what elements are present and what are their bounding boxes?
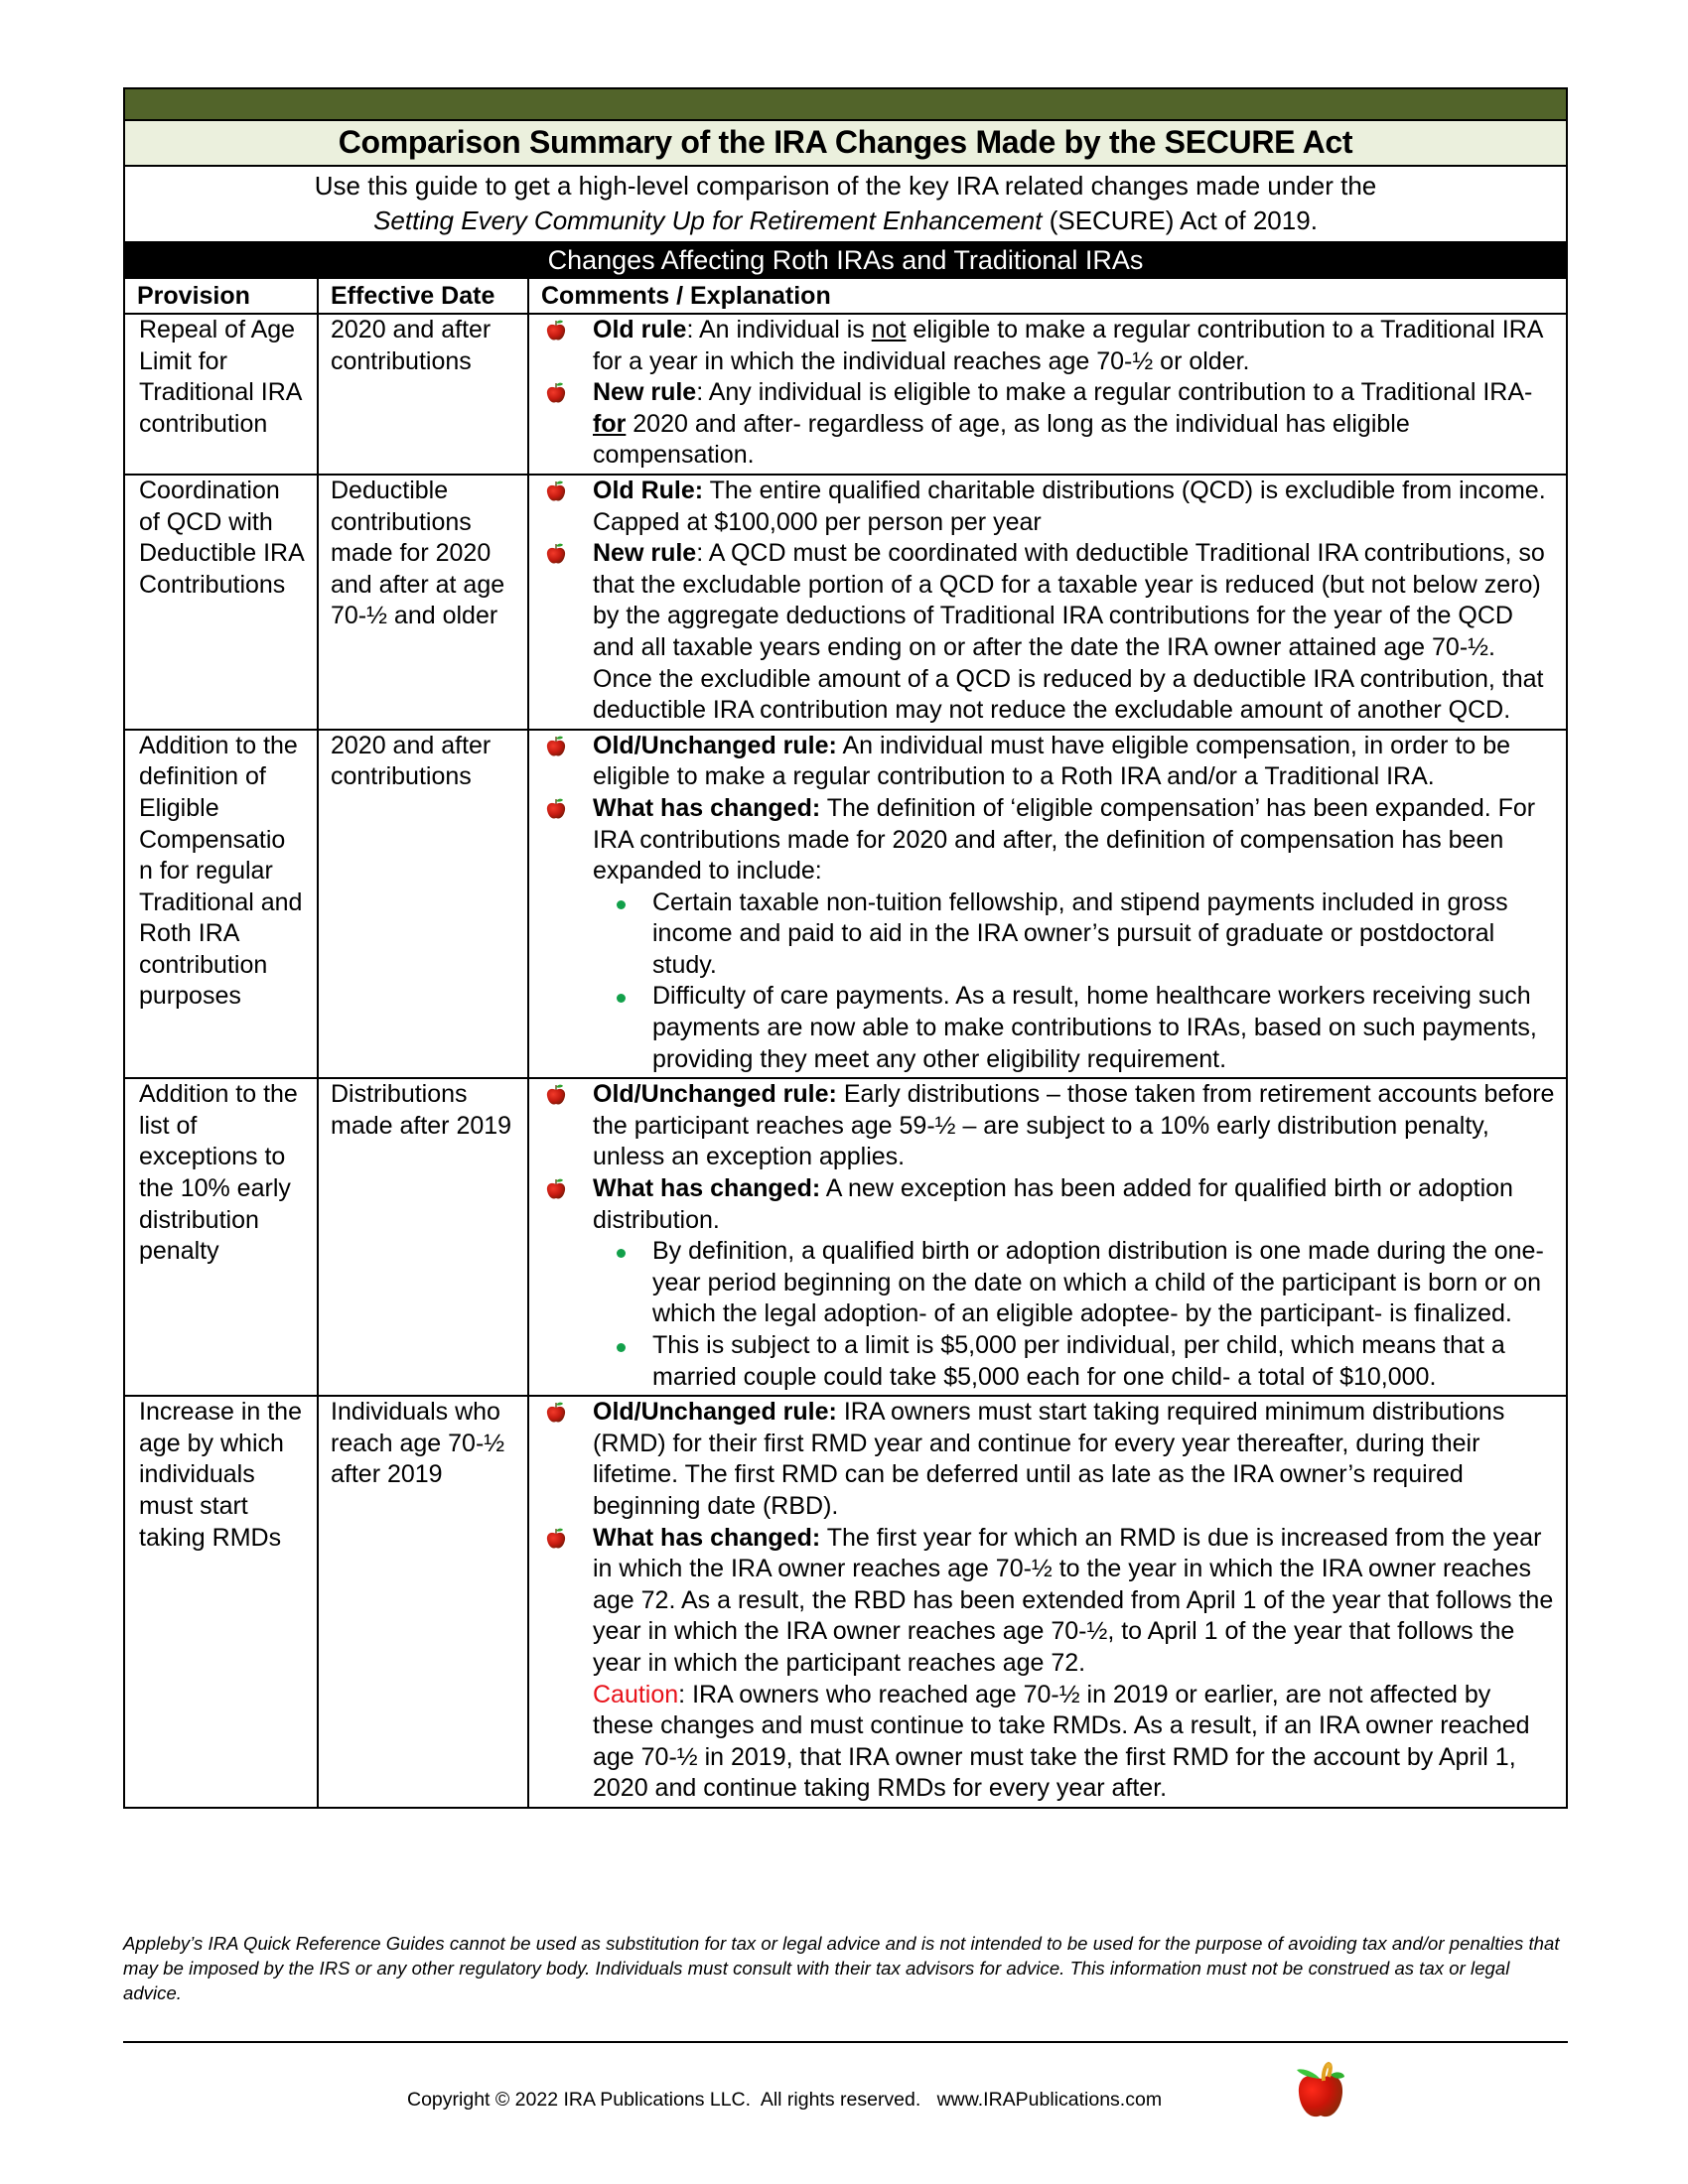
footer-divider: [123, 2041, 1568, 2043]
column-header-effective-date: Effective Date: [318, 278, 528, 314]
apple-bullet-icon: [545, 479, 567, 503]
effective-date-cell: Deductible contributions made for 2020 and after at age 70-½ and older: [318, 475, 528, 730]
header-bar: [124, 88, 1567, 120]
apple-bullet-icon: [545, 1177, 567, 1201]
green-dot-icon: [617, 1343, 626, 1352]
rule-item: What has changed: The definition of ‘eligible compensation’ has been expanded. For IRA contributions made for 2020 and after, the definition of compensation has been expanded to include: Certain taxable non-tuition fellowship, and stipend payments included in gross income and paid to aid in the IRA owner’s pursuit of graduate or postdoctoral study. Difficulty of care payments. As a result, home healthcare workers receiving such payments are now able to make contributions to IRAs, based on such payments, providing they meet any other eligibility requirement.: [543, 793, 1556, 1075]
sub-bullet-list: [593, 887, 1556, 1076]
apple-bullet-icon: [545, 319, 567, 342]
website-link[interactable]: www.IRAPublications.com: [936, 2089, 1163, 2111]
sub-bullet-item: This is subject to a limit is $5,000 per individual, per child, which means that a married couple could take $5,000 each for one child- a total of $10,000.: [652, 1330, 1556, 1393]
effective-date-cell: Distributions made after 2019: [318, 1078, 528, 1396]
rule-item: Old/Unchanged rule: IRA owners must start taking required minimum distributions (RMD) for their first RMD year and continue for every year thereafter, during their lifetime. The first RMD can be deferred until as late as the IRA owner’s required beginning date (RBD).: [543, 1397, 1556, 1522]
rule-item: What has changed: The first year for which an RMD is due is increased from the year in which the IRA owner reaches age 70-½ to the year in which the IRA owner reaches age 72. As a result, the RBD has been extended from April 1 of the year that follows the year in which the IRA owner reaches age 70-½, to April 1 of the year that follows the year in which the participant reaches age 72. Caution: IRA owners who reached age 70-½ in 2019 or earlier, are not affected by these changes and must continue to take RMDs. As a result, if an IRA owner reached age 70-½ in 2019, that IRA owner must take the first RMD for the account by April 1, 2020 and continue taking RMDs for every year after.: [543, 1523, 1556, 1805]
effective-date-cell: 2020 and after contributions: [318, 730, 528, 1079]
apple-with-worm-icon: [1293, 2059, 1348, 2120]
page-title: Comparison Summary of the IRA Changes Made by the SECURE Act: [124, 120, 1567, 166]
apple-bullet-icon: [545, 381, 567, 405]
apple-bullet-icon: [545, 1527, 567, 1551]
comparison-table: [123, 87, 1568, 1809]
comments-cell: [528, 475, 1567, 730]
table-row: [124, 730, 1567, 1079]
green-dot-icon: [617, 994, 626, 1003]
comments-cell: [528, 1396, 1567, 1808]
rule-item: Old/Unchanged rule: An individual must have eligible compensation, in order to be eligible to make a regular contribution to a Roth IRA and/or a Traditional IRA.: [543, 731, 1556, 793]
apple-bullet-icon: [545, 1083, 567, 1107]
table-row: [124, 475, 1567, 730]
provision-cell: Addition to the definition of Eligible Compensatio n for regular Traditional and Roth IRA contribution purposes: [124, 730, 318, 1079]
rule-item: Old/Unchanged rule: Early distributions – those taken from retirement accounts before the participant reaches age 59-½ – are subject to a 10% early distribution penalty, unless an exception applies.: [543, 1079, 1556, 1173]
disclaimer-text: Appleby’s IRA Quick Reference Guides cannot be used as substitution for tax or legal advice and is not intended to be used for the purpose of avoiding tax and/or penalties that may be imposed by the IRS or any other regulatory body. Individuals must consult with their tax advisors for advice. This information must not be construed as tax or legal advice.: [123, 1933, 1560, 2003]
effective-date-cell: Individuals who reach age 70-½ after 2019: [318, 1396, 528, 1808]
green-dot-icon: [617, 1249, 626, 1258]
comments-cell: [528, 1078, 1567, 1396]
table-row: [124, 314, 1567, 475]
apple-bullet-icon: [545, 1401, 567, 1425]
apple-bullet-icon: [545, 542, 567, 566]
table-row: [124, 1078, 1567, 1396]
rule-item: Old rule: An individual is not eligible to make a regular contribution to a Traditional IRA for a year in which the individual reaches age 70-½ or older.: [543, 315, 1556, 377]
section-title: Changes Affecting Roth IRAs and Traditional IRAs: [124, 242, 1567, 278]
table-row: [124, 1396, 1567, 1808]
apple-bullet-icon: [545, 797, 567, 821]
caution-note: Caution: IRA owners who reached age 70-½ in 2019 or earlier, are not affected by these changes and must continue to take RMDs. As a result, if an IRA owner reached age 70-½ in 2019, that IRA owner must take the first RMD for the account by April 1, 2020 and continue taking RMDs for every year after.: [593, 1680, 1530, 1803]
comments-cell: [528, 314, 1567, 475]
sub-bullet-item: By definition, a qualified birth or adoption distribution is one made during the one-year period beginning on the date on which a child of the participant is born or on which the legal adoption- of an eligible adoptee- by the participant- is finalized.: [652, 1236, 1556, 1330]
provision-cell: Coordination of QCD with Deductible IRA Contributions: [124, 475, 318, 730]
apple-bullet-icon: [545, 735, 567, 758]
column-header-provision: Provision: [124, 278, 318, 314]
document-page: [123, 87, 1568, 1809]
sub-bullet-item: Certain taxable non-tuition fellowship, and stipend payments included in gross income and paid to aid in the IRA owner’s pursuit of graduate or postdoctoral study.: [652, 887, 1556, 982]
green-dot-icon: [617, 900, 626, 909]
sub-bullet-list: [593, 1236, 1556, 1393]
intro-text: Use this guide to get a high-level comparison of the key IRA related changes made under the Setting Every Community Up for Retirement Enhancement (SECURE) Act of 2019.: [124, 166, 1567, 242]
column-header-comments: Comments / Explanation: [528, 278, 1567, 314]
rule-item: What has changed: A new exception has been added for qualified birth or adoption distribution. By definition, a qualified birth or adoption distribution is one made during the one-year period beginning on the date on which a child of the participant is born or on which the legal adoption- of an eligible adoptee- by the participant- is finalized. This is subject to a limit is $5,000 per individual, per child, which means that a married couple could take $5,000 each for one child- a total of $10,000.: [543, 1173, 1556, 1393]
comments-cell: [528, 730, 1567, 1079]
table-header-row: [124, 278, 1567, 314]
rule-item: New rule: A QCD must be coordinated with deductible Traditional IRA contributions, so that the excludable portion of a QCD for a taxable year is reduced (but not below zero) by the aggregate deductions of Traditional IRA contributions for the year of the QCD and all taxable years ending on or after the date the IRA owner attained age 70-½. Once the excludible amount of a QCD is reduced by a deductible IRA contribution, that deductible IRA contribution may not reduce the excludable amount of another QCD.: [543, 538, 1556, 727]
rule-item: Old Rule: The entire qualified charitable distributions (QCD) is excludible from income. Capped at $100,000 per person per year: [543, 476, 1556, 538]
provision-cell: Increase in the age by which individuals must start taking RMDs: [124, 1396, 318, 1808]
footer: [407, 2089, 1162, 2112]
rule-item: New rule: Any individual is eligible to make a regular contribution to a Traditional IRA- for 2020 and after- regardless of age, as long as the individual has eligible compensation.: [543, 377, 1556, 472]
provision-cell: Addition to the list of exceptions to the 10% early distribution penalty: [124, 1078, 318, 1396]
effective-date-cell: 2020 and after contributions: [318, 314, 528, 475]
copyright-text: Copyright © 2022 IRA Publications LLC. All rights reserved.: [407, 2089, 921, 2111]
provision-cell: Repeal of Age Limit for Traditional IRA contribution: [124, 314, 318, 475]
sub-bullet-item: Difficulty of care payments. As a result, home healthcare workers receiving such payments are now able to make contributions to IRAs, based on such payments, providing they meet any other eligibility requirement.: [652, 981, 1556, 1075]
